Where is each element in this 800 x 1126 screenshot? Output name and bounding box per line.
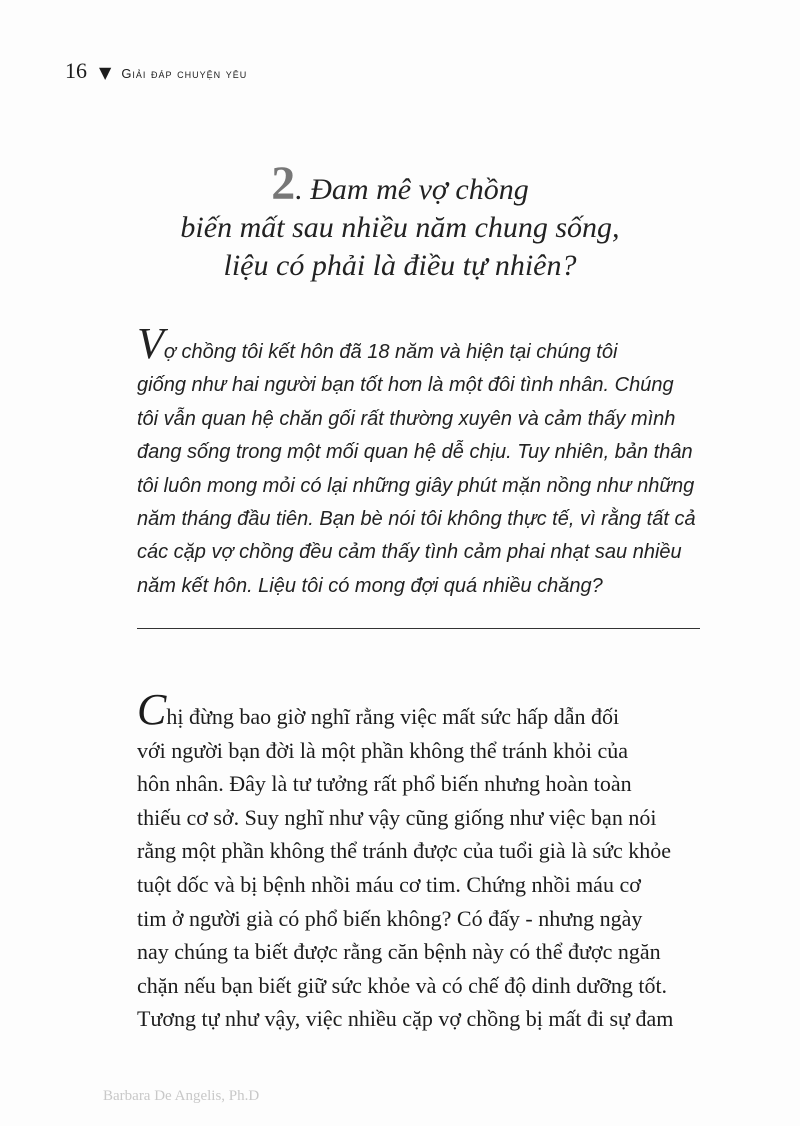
running-header xyxy=(65,58,247,84)
text-line xyxy=(137,403,737,436)
line-text: giống như hai người bạn tốt hơn là một đôi tình nhân. Chúng xyxy=(137,374,674,397)
text-line xyxy=(137,436,737,469)
line-text: tôi vẫn quan hệ chăn gối rất thường xuyên và cảm thấy mình xyxy=(137,407,676,430)
running-title: Giải đáp chuyện yêu xyxy=(121,66,248,81)
author-watermark: Barbara De Angelis, Ph.D xyxy=(103,1088,260,1104)
text-line xyxy=(137,868,737,902)
line-text: năm kết hôn. Liệu tôi có mong đợi quá nhiều chăng? xyxy=(137,574,603,597)
text-line xyxy=(137,570,737,603)
text-line xyxy=(137,536,737,569)
text-line xyxy=(137,902,737,936)
line-text: các cặp vợ chồng đều cảm thấy tình cảm phai nhạt sau nhiều xyxy=(137,541,682,564)
drop-cap: C xyxy=(137,685,167,734)
text-line xyxy=(137,470,737,503)
line-text: hị đừng bao giờ nghĩ rằng việc mất sức hấp dẫn đối xyxy=(166,704,620,729)
text-line xyxy=(137,969,737,1003)
section-number: 2 xyxy=(271,157,296,210)
reader-question xyxy=(137,319,737,603)
line-text: năm tháng đầu tiên. Bạn bè nói tôi không thực tế, vì rằng tất cả xyxy=(137,508,696,531)
divider xyxy=(137,628,700,629)
section-title xyxy=(0,157,800,285)
title-line: biến mất sau nhiều năm chung sống, xyxy=(180,211,620,244)
text-line xyxy=(137,685,737,734)
text-line xyxy=(137,935,737,969)
text-line xyxy=(137,801,737,835)
line-text: chặn nếu bạn biết giữ sức khỏe và có chế độ dinh dưỡng tốt. xyxy=(137,972,668,998)
line-text: tôi luôn mong mỏi có lại những giây phút mặn nồng như những xyxy=(137,474,695,497)
text-line xyxy=(137,319,737,369)
title-line: liệu có phải là điều tự nhiên? xyxy=(223,249,577,282)
answer-text xyxy=(137,685,737,1036)
text-line xyxy=(137,767,737,801)
line-text: thiếu cơ sở. Suy nghĩ như vậy cũng giống như việc bạn nói xyxy=(137,804,657,830)
drop-cap: V xyxy=(137,319,164,368)
line-text: rằng một phần không thể tránh được của tuổi già là sức khỏe xyxy=(137,838,672,864)
text-line xyxy=(137,1002,737,1036)
text-line xyxy=(137,834,737,868)
line-text: nay chúng ta biết được rằng căn bệnh này có thể được ngăn xyxy=(137,939,661,965)
line-text: tim ở người già có phổ biến không? Có đấy - nhưng ngày xyxy=(137,905,643,931)
text-line xyxy=(137,369,737,402)
page-number: 16 xyxy=(65,58,87,83)
line-text: với người bạn đời là một phần không thể tránh khỏi của xyxy=(137,737,629,763)
line-text: ợ chồng tôi kết hôn đã 18 năm và hiện tại chúng tôi xyxy=(163,341,618,363)
line-text: Tương tự như vậy, việc nhiều cặp vợ chồng bị mất đi sự đam xyxy=(137,1006,674,1032)
text-line xyxy=(137,734,737,768)
triangle-marker-icon: ▼ xyxy=(99,63,112,82)
title-line: . Đam mê vợ chồng xyxy=(295,173,529,206)
line-text: hôn nhân. Đây là tư tưởng rất phổ biến nhưng hoàn toàn xyxy=(137,771,632,797)
line-text: tuột dốc và bị bệnh nhồi máu cơ tim. Chứng nhồi máu cơ xyxy=(137,871,641,897)
line-text: đang sống trong một mối quan hệ dễ chịu. Tuy nhiên, bản thân xyxy=(137,441,693,464)
text-line xyxy=(137,503,737,536)
